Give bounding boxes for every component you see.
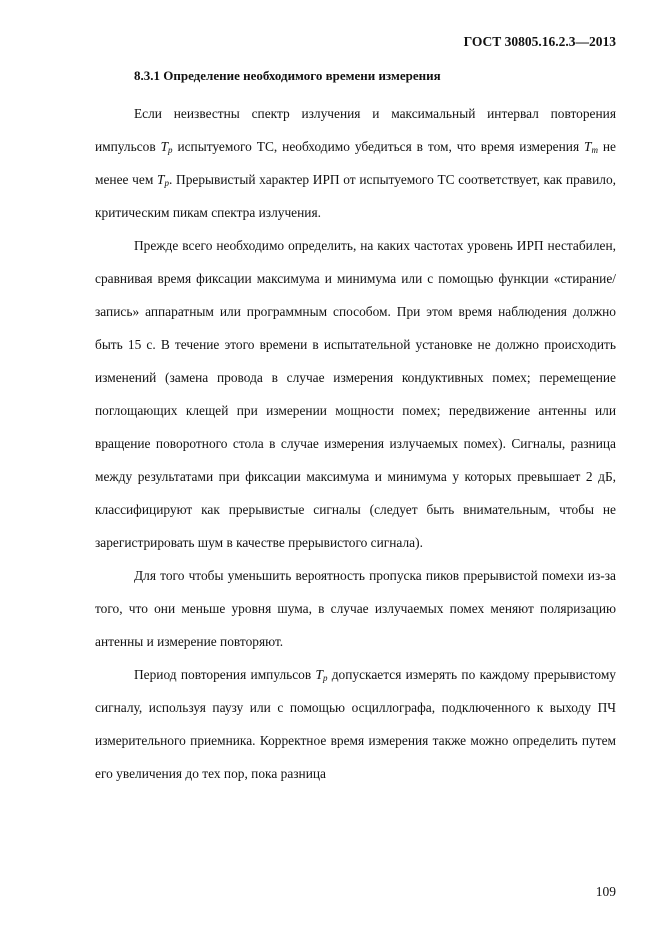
symbol-tp: $T_p$: [315, 667, 328, 683]
symbol-tp: $T_p$: [160, 139, 173, 155]
paragraph-2: Прежде всего необходимо определить, на каких частотах уровень ИРП нестабилен, сравнивая время фиксации максимума и минимума или с помощью функции «стирание/запись» аппаратным или программным способом. При этом время наблюдения должно быть 15 с. В течение этого времени в испытательной установке не должно происходить изменений (замена провода в случае измерения кондуктивных помех; перемещение поглощающих клещей при измерении мощности помех; передвижение антенны или вращение поворотного стола в случае измерения излучаемых помех). Сигналы, разница между результатами при фиксации максимума и минимума у которых превышает 2 дБ, классифицируют как прерывистые сигналы (следует быть внимательным, чтобы не зарегистрировать шум в качестве прерывистого сигнала).: [95, 238, 616, 550]
page-number: 109: [595, 884, 616, 899]
symbol-tp: $T_p$: [157, 172, 169, 188]
symbol-tm: $T_m$: [584, 139, 598, 155]
document-header-standard: ГОСТ 30805.16.2.3—2013: [463, 34, 616, 49]
document-body: [95, 97, 616, 790]
section-title: 8.3.1 Определение необходимого времени измерения: [134, 68, 441, 83]
paragraph-3: Для того чтобы уменьшить вероятность пропуска пиков прерывистой помехи из-за того, что они меньше уровня шума, в случае излучаемых помех меняют поляризацию антенны и измерение повторяют.: [95, 568, 616, 649]
paragraph-1: Если неизвестны спектр излучения и максимальный интервал повторения импульсов $T_p$ испытуемого ТС, необходимо убедиться в том, что время измерения $T_m$ не менее чем $T_p$. Прерывистый характер ИРП от испытуемого ТС соответствует, как правило, критическим пикам спектра излучения.: [95, 106, 616, 220]
paragraph-4: Период повторения импульсов $T_p$ допускается измерять по каждому прерывистому сигналу, используя паузу или с помощью осциллографа, подключенного к выходу ПЧ измерительного приемника. Корректное время измерения также можно определить путем его увеличения до тех пор, пока разница: [95, 667, 616, 781]
